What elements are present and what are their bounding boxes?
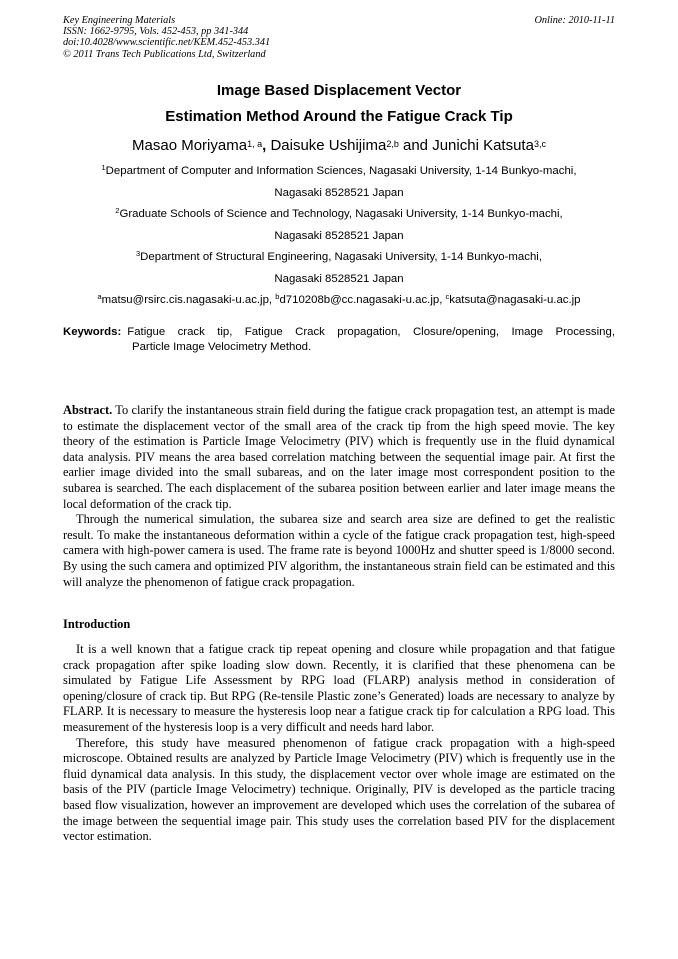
affiliation-sup: 3 <box>136 249 141 258</box>
email-address[interactable]: katsuta@nagasaki-u.ac.jp <box>449 294 581 306</box>
affiliation-sup: 1 <box>101 163 106 172</box>
keywords-line2: Particle Image Velocimetry Method. <box>132 341 312 353</box>
email-address[interactable]: d710208b@cc.nagasaki-u.ac.jp <box>279 294 440 306</box>
author-name: Masao Moriyama <box>132 137 248 154</box>
author-list <box>63 136 615 156</box>
affiliation-2 <box>63 207 615 221</box>
author-separator: , <box>262 137 271 154</box>
author-sup: 3,c <box>533 139 546 149</box>
abstract-label: Abstract. <box>63 403 113 417</box>
email-address[interactable]: matsu@rsirc.cis.nagasaki-u.ac.jp <box>101 294 269 306</box>
introduction-paragraph: It is a well known that a fatigue crack tip repeat opening and closure while propagation and that fatigue crack propagation after spike loading slow down. Recently, it is clarified that these phenomena can be simulated by Fatigue Life Assessment by RPG load (FLARP) analysis method in consideration of opening/closure of crack tip. But RPG (Re-tensile Plastic zone’s Generated) loads are necessary to analyze by FLARP. It is necessary to measure the hysteresis loop near a fatigue crack tip for calculation a RPG load. This measurement of the hysteresis loop is a very difficult and needs hard labor. <box>63 642 615 734</box>
journal-name: Key Engineering Materials <box>63 15 176 26</box>
keywords-block <box>63 325 615 355</box>
abstract-paragraph: Through the numerical simulation, the subarea size and search area size are defined to get the realistic result. To make the instantaneous deformation within a cycle of the fatigue crack propagation test, high-speed camera with high-power camera is used. The frame rate is beyond 1000Hz and shutter speed is 1/8000 second. By using the such camera and optimized PIV algorithm, the instantaneous strain field can be estimated and this will analyze the phenomenon of fatigue crack propagation. <box>63 512 615 589</box>
affiliation-line: Graduate Schools of Science and Technology, Nagasaki University, 1-14 Bunkyo-machi, <box>119 208 563 220</box>
paper-title-line2: Estimation Method Around the Fatigue Crack Tip <box>165 108 513 125</box>
introduction-body <box>63 642 615 845</box>
issn: ISSN: 1662-9795, Vols. 452-453, pp 341-344 <box>63 26 249 38</box>
affiliation-3 <box>63 250 615 264</box>
email-separator: , <box>439 294 446 306</box>
doi: doi:10.4028/www.scientific.net/KEM.452-453.341 <box>63 37 271 49</box>
paper-title-line1: Image Based Displacement Vector <box>216 82 462 99</box>
introduction-paragraph: Therefore, this study have measured phenomenon of fatigue crack propagation with a high-speed microscope. Obtained results are analyzed by Particle Image Velocimetry (PIV) which is frequently use in the fluid dynamical data analysis. In this study, the displacement vector over whole image are estimated on the basis of the PIV (particle Image Velocimetry) technique. Originally, PIV is developed as the particle tracing based flow visualization, however an improvement are developed which uses the correlation of the subarea of the image between the sequential image pair. This study uses the correlation based PIV for the displacement vector estimation. <box>63 735 615 844</box>
affiliation-line: Department of Structural Engineering, Nagasaki University, 1-14 Bunkyo-machi, <box>140 251 542 263</box>
abstract <box>63 403 615 590</box>
affiliation-sup: 2 <box>115 206 120 215</box>
online-date: Online: 2010-11-11 <box>534 15 615 26</box>
affiliation-3-city: Nagasaki 8528521 Japan <box>274 273 404 285</box>
affiliation-1-city: Nagasaki 8528521 Japan <box>274 187 404 199</box>
author-name: Junichi Katsuta <box>432 137 534 154</box>
email-separator: , <box>268 294 276 306</box>
email-list <box>63 293 615 307</box>
email-sup: a <box>97 292 102 301</box>
abstract-paragraph: To clarify the instantaneous strain field during the fatigue crack propagation test, an attempt is made to estimate the displacement vector of the small area of the crack tip from the high speed movie. The key theory of the estimation is Particle Image Velocimetry (PIV) which is frequently use in the fluid dynamical data analysis. PIV means the area based correlation matching between the sequential image pair. At first the earlier image divided into the small subareas, and on the later image most correspondent position to the subarea is searched. The each displacement of the subarea position between earlier and later image means the local deformation of the crack tip. <box>63 403 615 511</box>
keywords-label: Keywords: <box>63 326 122 338</box>
affiliation-line: Department of Computer and Information Sciences, Nagasaki University, 1-14 Bunkyo-machi, <box>105 165 577 177</box>
affiliation-2-city: Nagasaki 8528521 Japan <box>274 230 404 242</box>
keywords-line1: Fatigue crack tip, Fatigue Crack propagation, Closure/opening, Image Processing, <box>127 326 615 338</box>
copyright: © 2011 Trans Tech Publications Ltd, Switzerland <box>63 48 266 60</box>
section-heading: Introduction <box>63 617 131 631</box>
email-sup: b <box>275 292 280 301</box>
author-name: Daisuke Ushijima <box>270 137 387 154</box>
author-separator: and <box>398 137 433 154</box>
author-sup: 2,b <box>386 139 399 149</box>
email-sup: c <box>445 292 450 301</box>
author-sup: 1, a <box>247 139 263 149</box>
affiliation-1 <box>63 164 615 178</box>
journal-header <box>63 15 270 60</box>
